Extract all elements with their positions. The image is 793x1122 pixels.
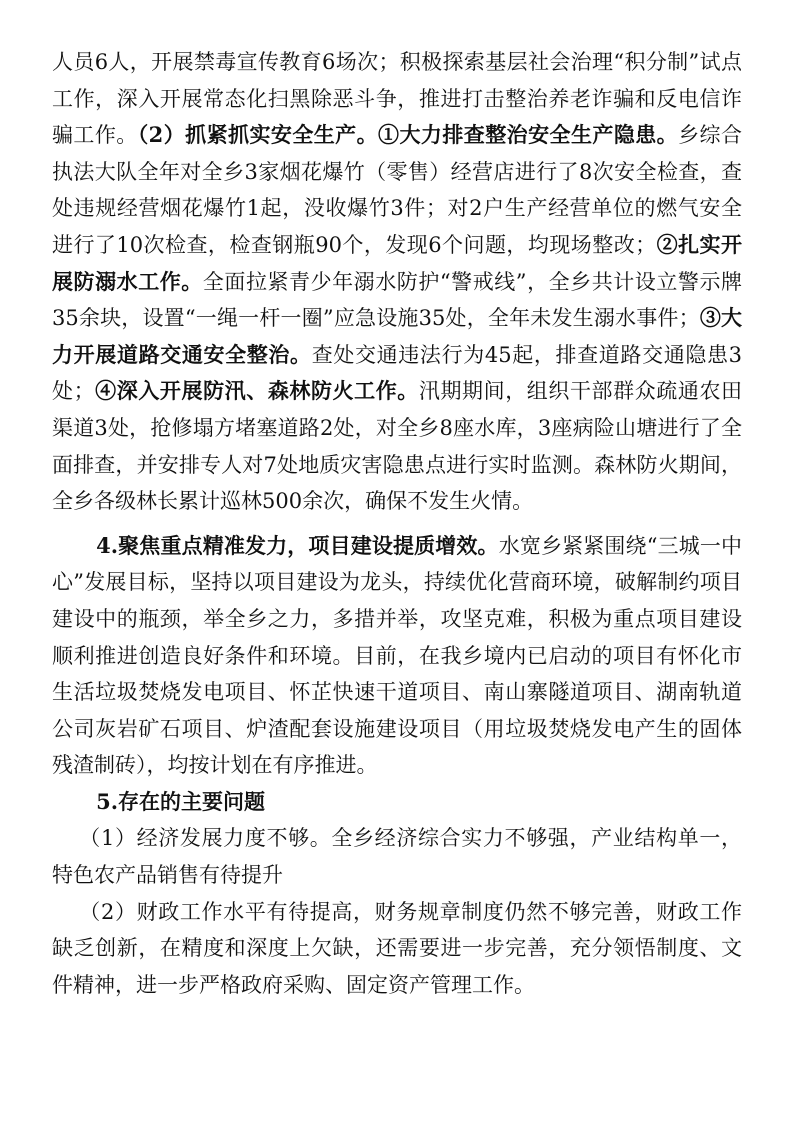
paragraph-safety [52, 44, 742, 520]
section-heading-4: 4.聚焦重点精准发力，项目建设提质增效。 [96, 532, 499, 558]
bold-heading: ②扎实开展防溺水工作。 [52, 231, 743, 294]
body-text: 乡综合执法大队全年对全乡3家烟花爆竹（零售）经营店进行了8次安全检查，查处违规经营烟花爆竹1起，没收爆竹3件；对2户生产经营单位的燃气安全进行了10次检查，检查钢瓶90个，发现6个问题，均现场整改； [52, 123, 742, 257]
bold-heading: （2）抓紧抓实安全生产。①大力排查整治安全生产隐患。 [137, 122, 679, 148]
bold-heading: ③大力开展道路交通安全整治。 [52, 305, 743, 367]
body-text: 水宽乡紧紧围绕“三城一中心”发展目标，坚持以项目建设为龙头，持续优化营商环境，破解制约项目建设中的瓶颈，举全乡之力，多措并举，攻坚克难，积极为重点项目建设顺利推进创造良好条件和环境。目前，在我乡境内已启动的项目有怀化市生活垃圾焚烧发电项目、怀芷快速干道项目、南山寨隧道项目、湖南轨道公司灰岩矿石项目、炉渣配套设施建设项目（用垃圾焚烧发电产生的固体残渣制砖），均按计划在有序推进。 [52, 533, 742, 778]
paragraph-problem-2: （2）财政工作水平有待提高，财务规章制度仍然不够完善，财政工作缺乏创新，在精度和深度上欠缺，还需要进一步完善，充分领悟制度、文件精神，进一步严格政府采购、固定资产管理工作。 [52, 899, 742, 997]
body-text: 全面拉紧青少年溺水防护“警戒线”，全乡共计设立警示牌35余块，设置“一绳一杆一圈”应急设施35处，全年未发生溺水事件； [52, 269, 742, 331]
body-text: 汛期期间，组织干部群众疏通农田渠道3处，抢修塌方堵塞道路2处，对全乡8座水库，3座病险山塘进行了全面排查，并安排专人对7处地质灾害隐患点进行实时监测。森林防火期间，全乡各级林长累计巡林500余次，确保不发生火情。 [52, 379, 743, 514]
document-page [52, 44, 742, 1003]
paragraph-projects [52, 528, 742, 784]
body-text: 人员6人，开展禁毒宣传教育6场次；积极探索基层社会治理“积分制”试点工作，深入开展常态化扫黑除恶斗争，推进打击整治养老诈骗和反电信诈骗工作。 [52, 50, 742, 148]
section-heading-5: 5.存在的主要问题 [96, 788, 266, 814]
body-text: 查处交通违法行为45起，排查道路交通隐患3处； [52, 342, 743, 404]
paragraph-problem-1: （1）经济发展力度不够。全乡经济综合实力不够强，产业结构单一，特色农产品销售有待提升 [52, 826, 742, 888]
bold-heading: ④深入开展防汛、森林防火工作。 [94, 378, 419, 404]
